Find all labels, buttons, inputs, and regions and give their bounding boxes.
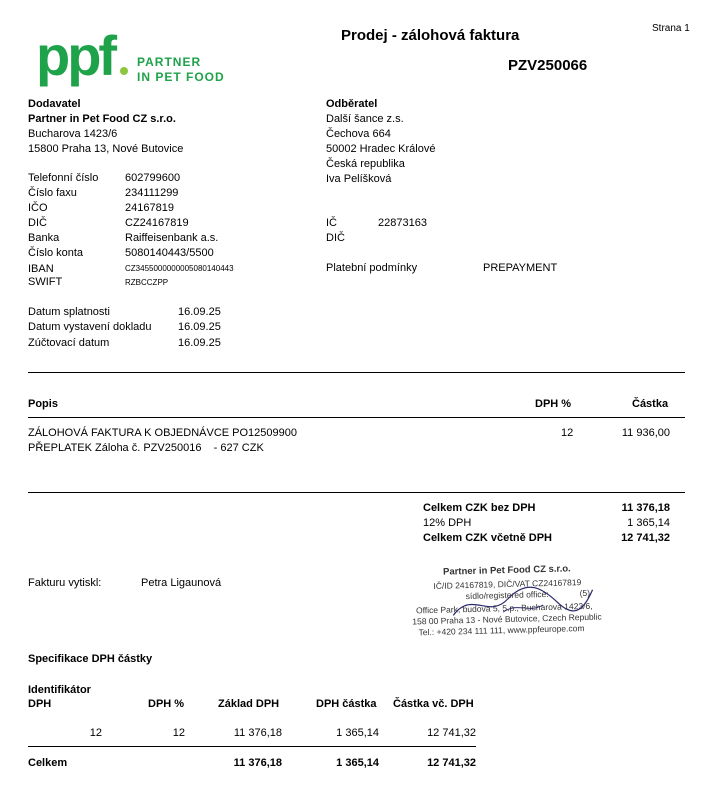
- date-label: Zúčtovací datum: [28, 337, 110, 349]
- customer-heading: Odběratel: [326, 98, 378, 110]
- issued-by-label: Fakturu vytiskl:: [28, 577, 102, 589]
- total-label: Celkem CZK bez DPH: [423, 502, 536, 514]
- supplier-account: 5080140443/5500: [125, 247, 214, 259]
- supplier-field-label: Číslo faxu: [28, 187, 77, 199]
- total-label: 12% DPH: [423, 517, 472, 529]
- total-with-vat: 12 741,32: [621, 532, 670, 544]
- vat-spec-col-base: Základ DPH: [218, 698, 280, 710]
- stamp-line: Tel.: +420 234 111 111, www.ppfeurope.com: [418, 623, 585, 638]
- supplier-field-label: Číslo konta: [28, 247, 84, 259]
- vat-spec-sum-total: 12 741,32: [427, 757, 476, 769]
- document-number: PZV250066: [508, 57, 588, 74]
- divider: [28, 746, 476, 747]
- divider: [28, 372, 685, 373]
- supplier-field-label: Banka: [28, 232, 60, 244]
- stamp-line: IČ/ID 24167819, DIČ/VAT CZ24167819: [433, 577, 582, 591]
- stamp-line: (5): [579, 587, 591, 599]
- logo-dot: [120, 67, 128, 75]
- logo-wordmark: ppf: [36, 24, 115, 87]
- stamp-line: Office Park, budova 5, 5.p., Bucharova 1423/6,: [415, 600, 593, 616]
- date-label: Datum splatnosti: [28, 306, 110, 318]
- total-label: Celkem CZK včetně DPH: [423, 532, 552, 544]
- customer-ic: 22873163: [378, 217, 427, 229]
- accounting-date: 16.09.25: [178, 337, 221, 349]
- divider: [28, 492, 685, 493]
- issue-date: 16.09.25: [178, 321, 221, 333]
- supplier-street: Bucharova 1423/6: [28, 128, 118, 140]
- logo-tagline: [137, 55, 225, 85]
- customer-name: Další šance z.s.: [326, 113, 404, 125]
- supplier-field-label: SWIFT: [28, 276, 63, 288]
- supplier-field-label: IČO: [28, 202, 48, 214]
- vat-amount: 1 365,14: [627, 517, 670, 529]
- vat-spec-id: 12: [89, 727, 102, 739]
- logo-tagline-line2: IN PET FOOD: [137, 70, 225, 84]
- supplier-heading: Dodavatel: [28, 98, 81, 110]
- vat-spec-rate: 12: [172, 727, 185, 739]
- supplier-field-label: IBAN: [28, 263, 54, 275]
- supplier-dic: CZ24167819: [125, 217, 189, 229]
- supplier-city: 15800 Praha 13, Nové Butovice: [28, 143, 184, 155]
- supplier-name: Partner in Pet Food CZ s.r.o.: [28, 113, 176, 125]
- supplier-field-label: Telefonní číslo: [28, 172, 99, 184]
- col-header-amount: Částka: [632, 398, 669, 410]
- payment-terms-value: PREPAYMENT: [483, 262, 558, 274]
- payment-terms-label: Platební podmínky: [326, 262, 418, 274]
- divider: [28, 417, 685, 418]
- supplier-iban: CZ3455000000005080140443: [125, 264, 234, 273]
- issued-by-name: Petra Ligaunová: [141, 577, 222, 589]
- date-label: Datum vystavení dokladu: [28, 321, 152, 333]
- supplier-phone: 602799600: [125, 172, 181, 184]
- due-date: 16.09.25: [178, 306, 221, 318]
- customer-ic-label: IČ: [326, 217, 337, 229]
- logo-tagline-line1: PARTNER: [137, 55, 202, 69]
- supplier-field-label: DIČ: [28, 217, 47, 229]
- item-amount: 11 936,00: [621, 427, 670, 439]
- vat-spec-title: Specifikace DPH částky: [28, 653, 153, 665]
- vat-spec-sum-base: 11 376,18: [233, 757, 282, 769]
- vat-spec-sum-label: Celkem: [28, 757, 68, 769]
- col-header-vat: DPH %: [535, 398, 572, 410]
- vat-spec-base: 11 376,18: [233, 727, 282, 739]
- vat-spec-vat: 1 365,14: [336, 727, 379, 739]
- vat-spec-col-vat: DPH částka: [316, 698, 377, 710]
- item-vat: 12: [561, 427, 574, 439]
- col-header-description: Popis: [28, 398, 58, 410]
- vat-spec-total: 12 741,32: [427, 727, 476, 739]
- document-title: Prodej - zálohová faktura: [341, 27, 520, 44]
- page-number: Strana 1: [652, 23, 690, 34]
- vat-spec-col-rate: DPH %: [148, 698, 185, 710]
- customer-street: Čechova 664: [326, 128, 391, 140]
- customer-dic-label: DIČ: [326, 232, 345, 244]
- vat-spec-sum-vat: 1 365,14: [336, 757, 379, 769]
- stamp-line: Partner in Pet Food CZ s.r.o.: [442, 563, 571, 578]
- supplier-ico: 24167819: [125, 202, 174, 214]
- item-description: PŘEPLATEK Záloha č. PZV250016 - 627 CZK: [28, 442, 264, 454]
- customer-city: 50002 Hradec Králové: [326, 143, 436, 155]
- vat-spec-col-id: DPH: [28, 698, 52, 710]
- signature: [447, 582, 598, 626]
- stamp-line: sídlo/registered office:: [465, 588, 549, 602]
- supplier-fax: 234111299: [125, 187, 179, 199]
- item-description: ZÁLOHOVÁ FAKTURA K OBJEDNÁVCE PO12509900: [28, 427, 297, 439]
- company-stamp: [407, 563, 609, 652]
- customer-country: Česká republika: [326, 158, 405, 170]
- stamp-line: 158 00 Praha 13 - Nové Butovice, Czech Republic: [412, 611, 602, 627]
- supplier-swift: RZBCCZPP: [125, 278, 169, 287]
- supplier-bank: Raiffeisenbank a.s.: [125, 232, 219, 244]
- customer-contact: Iva Pelíšková: [326, 173, 392, 185]
- vat-spec-col-id: Identifikátor: [28, 684, 91, 696]
- total-without-vat: 11 376,18: [621, 502, 670, 514]
- vat-spec-col-total: Částka vč. DPH: [393, 698, 474, 710]
